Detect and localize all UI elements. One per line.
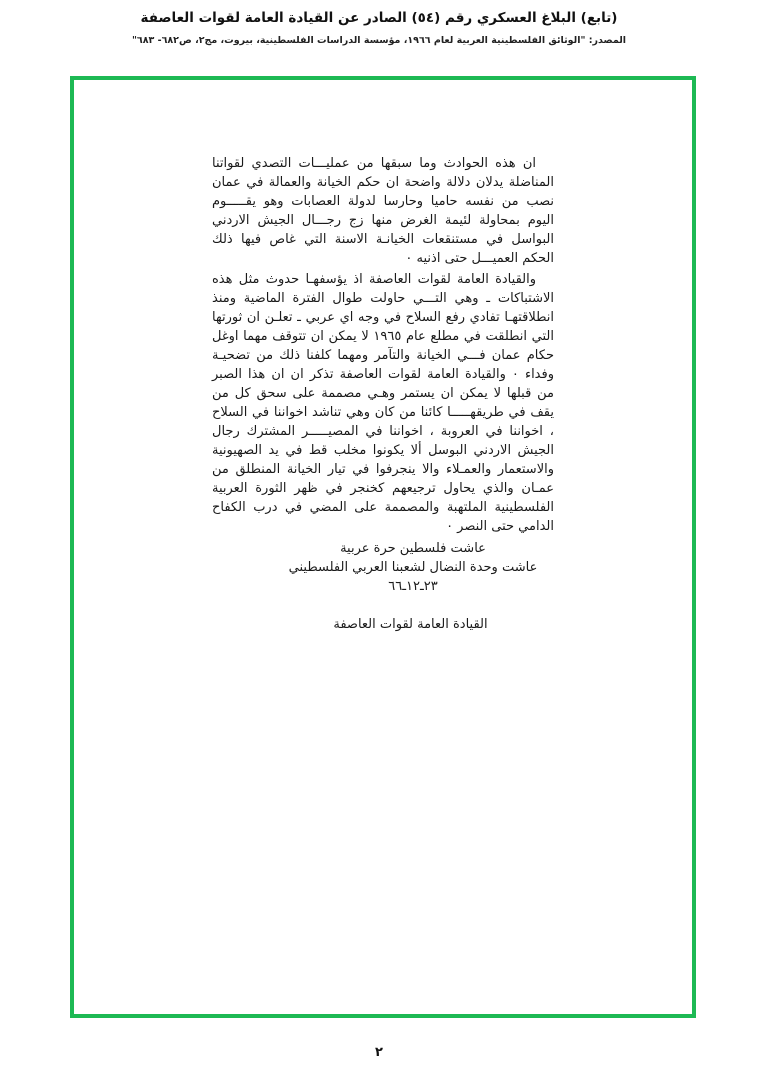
source-line: المصدر: "الوثائق الفلسطينية العربية لعام ١٩٦٦، مؤسسة الدراسات الفلسطينية، بيروت، مج٢، ص٦٨٢- ٦٨٣" (131, 35, 627, 46)
green-frame (70, 76, 696, 1018)
document-body (212, 154, 554, 634)
signature-line: القيادة العامة لقوات العاصفة (333, 617, 488, 632)
closing-line-1: عاشت فلسطين حرة عربية (340, 541, 486, 556)
closing-block (212, 539, 554, 596)
closing-line-2: عاشت وحدة النضال لشعبنا العربي الفلسطيني (288, 560, 538, 575)
closing-line-date: ٢٣ـ١٢ـ٦٦ (388, 579, 438, 594)
page-header (0, 0, 758, 46)
page-number: ٢ (375, 1045, 383, 1060)
paragraph-1: ان هذه الحوادث وما سبقها من عمليـــات التصدي لقواتنا المناضلة يدلان دلالة واضحة ان حكم الخيانة والعمالة في عمان نصب من نفسه حاميا وحارسا لدولة العصابات وهو يقـــــوم اليوم بمحاولة لئيمة الغرض منها زج رجـــال الجيش الاردني البواسل في مستنقعات الخيانـة الاسنة التي غاص فيها ذلك الحكم العميـــل حتى اذنيه ٠ (212, 156, 554, 266)
page-footer (0, 1045, 758, 1060)
header-title: (تابع) البلاغ العسكري رقم (٥٤) الصادر عن القيادة العامة لقوات العاصفة (140, 10, 618, 26)
paragraph-2: والقيادة العامة لقوات العاصفة اذ يؤسفهـا حدوث مثل هذه الاشتباكات ـ وهي التـــي حاولت طوال الفترة الماضية ومنذ انطلاقتهـا تفادي رفع السلاح في وجه اي عربي ـ تعلـن ان ثورتها التي انطلقت في مطلع عام ١٩٦٥ لا يمكن ان تتوقف مهما اوغل حكام عمان فـــي الخيانة والتآمر ومهما كلفنا ذلك من تضحيـة وفداء ٠ والقيادة العامة لقوات العاصفة تذكر ان ان هذا الصبر من قبلها لا يمكن ان يستمر وهـي مصممة على سحق كل من يقف في طريقهـــــا كائنا من كان وهي تناشد اخواننا في السلاح ، اخواننا في العروبة ، اخواننا في المصيـــــر المشترك رجال الجيش الاردني البوسل ألا يكونوا مخلب قط في يد الصهيونية والاستعمار والعمـلاء والا ينجرفوا في تيار الخيانة المنطلق من عمـان والذي يحاول ترجيعهم كخنجر في ظهر الثورة العربية الفلسطينية الملتهبة والمصممة على المضي في درب الكفاح الدامي حتى النصر ٠ (212, 272, 554, 534)
